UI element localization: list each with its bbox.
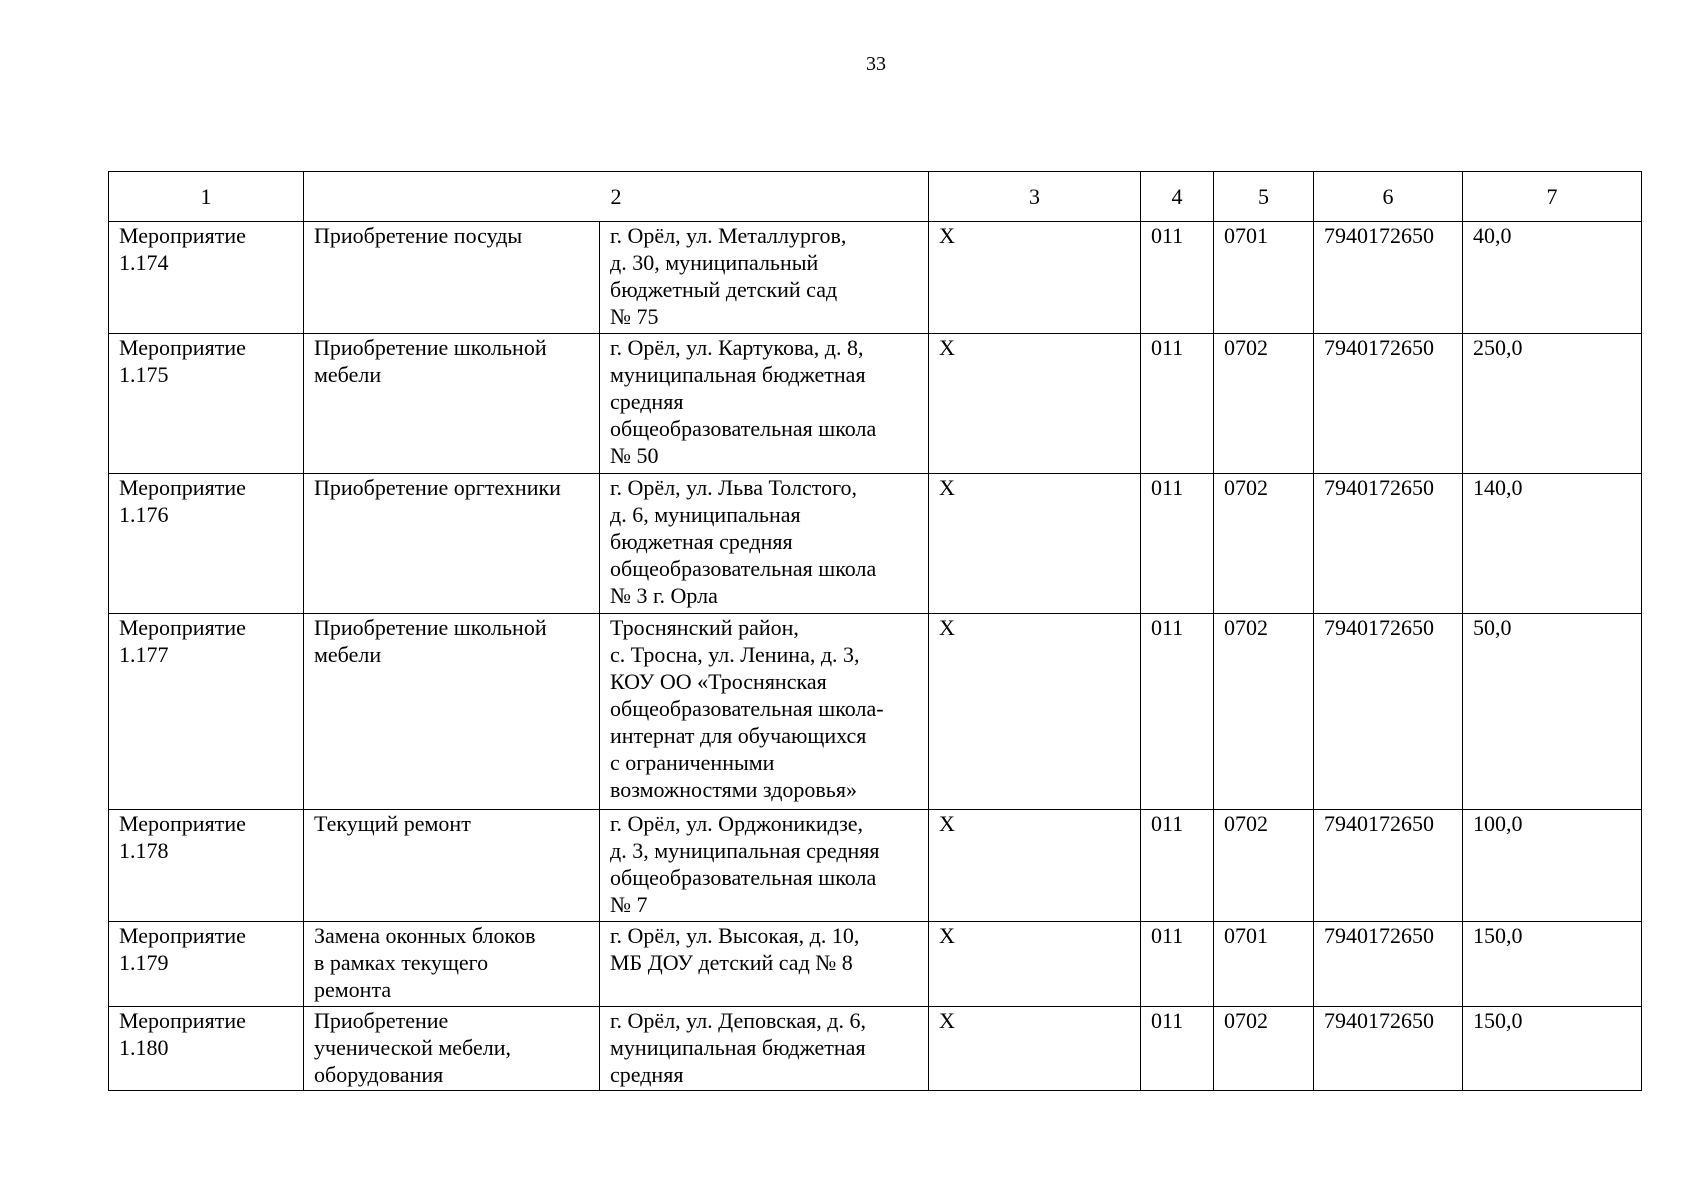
name-cell: Приобретение ученической мебели, оборудования [304, 1007, 600, 1091]
address-cell: г. Орёл, ул. Картукова, д. 8, муниципальная бюджетная средняя общеобразовательная школа № 50 [600, 334, 929, 474]
measure-cell: Мероприятие 1.177 [109, 614, 304, 810]
col4-cell: 011 [1141, 614, 1214, 810]
col4-cell: 011 [1141, 922, 1214, 1007]
col5-cell: 0702 [1214, 474, 1314, 614]
table-row [109, 334, 1642, 474]
col6-cell: 7940172650 [1314, 474, 1463, 614]
table-row [109, 474, 1642, 614]
table-row [109, 810, 1642, 922]
name-cell: Текущий ремонт [304, 810, 600, 922]
measure-cell: Мероприятие 1.180 [109, 1007, 304, 1091]
col5-cell: 0701 [1214, 922, 1314, 1007]
col3-cell: Х [929, 334, 1141, 474]
col3-cell: Х [929, 922, 1141, 1007]
amount-cell: 100,0 [1463, 810, 1642, 922]
col5-cell: 0701 [1214, 222, 1314, 334]
col5-cell: 0702 [1214, 1007, 1314, 1091]
name-cell: Приобретение оргтехники [304, 474, 600, 614]
address-cell: г. Орёл, ул. Орджоникидзе, д. 3, муниципальная средняя общеобразовательная школа № 7 [600, 810, 929, 922]
amount-cell: 140,0 [1463, 474, 1642, 614]
header-cell-4: 4 [1141, 172, 1214, 222]
address-cell: г. Орёл, ул. Высокая, д. 10, МБ ДОУ детский сад № 8 [600, 922, 929, 1007]
header-cell-1: 1 [109, 172, 304, 222]
col3-cell: Х [929, 810, 1141, 922]
header-cell-3: 3 [929, 172, 1141, 222]
budget-table [108, 171, 1642, 1091]
table-row [109, 922, 1642, 1007]
amount-cell: 40,0 [1463, 222, 1642, 334]
col5-cell: 0702 [1214, 334, 1314, 474]
amount-cell: 250,0 [1463, 334, 1642, 474]
address-cell: г. Орёл, ул. Металлургов, д. 30, муниципальный бюджетный детский сад № 75 [600, 222, 929, 334]
header-row [109, 172, 1642, 222]
col4-cell: 011 [1141, 1007, 1214, 1091]
amount-cell: 150,0 [1463, 922, 1642, 1007]
table-row [109, 614, 1642, 810]
col6-cell: 7940172650 [1314, 1007, 1463, 1091]
measure-cell: Мероприятие 1.174 [109, 222, 304, 334]
table-row [109, 1007, 1642, 1091]
table-row [109, 222, 1642, 334]
name-cell: Приобретение посуды [304, 222, 600, 334]
header-cell-5: 5 [1214, 172, 1314, 222]
header-cell-7: 7 [1463, 172, 1642, 222]
measure-cell: Мероприятие 1.176 [109, 474, 304, 614]
address-cell: г. Орёл, ул. Деповская, д. 6, муниципальная бюджетная средняя [600, 1007, 929, 1091]
header-cell-6: 6 [1314, 172, 1463, 222]
col4-cell: 011 [1141, 474, 1214, 614]
header-cell-2: 2 [304, 172, 929, 222]
col4-cell: 011 [1141, 810, 1214, 922]
page-number: 33 [866, 53, 886, 75]
measure-cell: Мероприятие 1.178 [109, 810, 304, 922]
name-cell: Замена оконных блоков в рамках текущего ремонта [304, 922, 600, 1007]
measure-cell: Мероприятие 1.179 [109, 922, 304, 1007]
col6-cell: 7940172650 [1314, 922, 1463, 1007]
measure-cell: Мероприятие 1.175 [109, 334, 304, 474]
col4-cell: 011 [1141, 334, 1214, 474]
col6-cell: 7940172650 [1314, 810, 1463, 922]
col6-cell: 7940172650 [1314, 614, 1463, 810]
col3-cell: Х [929, 614, 1141, 810]
col4-cell: 011 [1141, 222, 1214, 334]
col3-cell: Х [929, 1007, 1141, 1091]
name-cell: Приобретение школьной мебели [304, 614, 600, 810]
name-cell: Приобретение школьной мебели [304, 334, 600, 474]
col5-cell: 0702 [1214, 614, 1314, 810]
address-cell: Троснянский район, с. Тросна, ул. Ленина, д. 3, КОУ ОО «Троснянская общеобразовательная школа- интернат для обучающихся с ограниченными возможностями здоровья» [600, 614, 929, 810]
col3-cell: Х [929, 222, 1141, 334]
col6-cell: 7940172650 [1314, 222, 1463, 334]
col6-cell: 7940172650 [1314, 334, 1463, 474]
address-cell: г. Орёл, ул. Льва Толстого, д. 6, муниципальная бюджетная средняя общеобразовательная школа № 3 г. Орла [600, 474, 929, 614]
amount-cell: 150,0 [1463, 1007, 1642, 1091]
amount-cell: 50,0 [1463, 614, 1642, 810]
col5-cell: 0702 [1214, 810, 1314, 922]
col3-cell: Х [929, 474, 1141, 614]
